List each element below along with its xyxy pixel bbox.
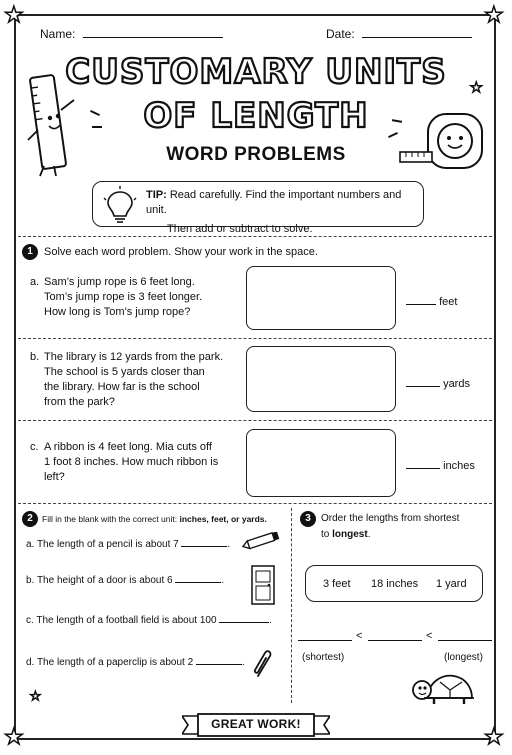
tip-line-1: Read carefully. Find the important numbers and unit. [146, 189, 402, 216]
answer-c[interactable]: inches [406, 459, 475, 474]
fill-blank-b[interactable] [175, 582, 221, 583]
answer-a[interactable]: feet [406, 295, 457, 310]
date-label: Date: [326, 27, 355, 41]
star-icon: ★ [30, 689, 41, 703]
title-line-1: CUSTOMARY UNITS [65, 52, 447, 92]
section-1-instruction: Solve each word problem. Show your work in the space. [44, 246, 318, 258]
problem-a: a. Sam’s jump rope is 6 feet long. Tom’s jump rope is 3 feet longer. How long is Tom’s jump rope? [30, 276, 203, 318]
subtitle: WORD PROBLEMS [166, 144, 346, 165]
pencil-icon [238, 532, 282, 550]
section-1-number: 1 [22, 244, 38, 260]
star-icon: ★ [4, 724, 24, 749]
section-3-instruction: Order the lengths from shortest to longest. [321, 513, 460, 540]
column-divider [291, 508, 292, 703]
order-blank-2[interactable] [368, 640, 422, 641]
sparkle-icon [92, 126, 102, 128]
divider [18, 236, 492, 237]
tape-measure-icon [398, 108, 484, 178]
turtle-icon [408, 668, 478, 708]
fill-blank-a[interactable] [181, 546, 227, 547]
order-blank-3[interactable] [438, 640, 492, 641]
answer-b[interactable]: yards [406, 377, 470, 392]
ruler-character-icon [22, 70, 82, 180]
title-line-2: OF LENGTH [143, 96, 369, 136]
paperclip-icon [250, 648, 276, 680]
door-icon [250, 564, 276, 606]
tip-label: TIP: [146, 189, 167, 201]
star-icon: ★ [484, 724, 504, 749]
section-2-instruction: Fill in the blank with the correct unit: inches, feet, or yards. [42, 514, 267, 524]
length-option-1: 3 feet [323, 578, 351, 590]
tip-text [146, 188, 421, 237]
fill-item-a: a. The length of a pencil is about 7 . [26, 539, 231, 550]
less-than-sign-1: < [356, 630, 363, 642]
tip-line-2: Then add or subtract to solve. [167, 223, 313, 235]
fill-item-c: c. The length of a football field is about 100 . [26, 615, 273, 626]
less-than-sign-2: < [426, 630, 433, 642]
name-label: Name: [40, 27, 76, 41]
work-box-a[interactable] [246, 266, 396, 330]
divider [18, 420, 492, 421]
great-work-banner [182, 713, 330, 737]
problem-c: c. A ribbon is 4 feet long. Mia cuts off 1 foot 8 inches. How much ribbon is left? [30, 441, 219, 483]
lightbulb-icon [102, 186, 138, 224]
star-icon: ★ [470, 79, 483, 95]
fill-item-d: d. The length of a paperclip is about 2 . [26, 657, 245, 668]
date-blank[interactable] [362, 37, 472, 38]
name-field[interactable] [40, 27, 223, 41]
star-icon: ★ [484, 2, 504, 27]
fill-item-b: b. The height of a door is about 6 . [26, 575, 225, 586]
work-box-b[interactable] [246, 346, 396, 412]
work-box-c[interactable] [246, 429, 396, 497]
divider [18, 338, 492, 339]
section-2-number: 2 [22, 511, 38, 527]
longest-label: (longest) [444, 652, 483, 663]
name-blank[interactable] [83, 37, 223, 38]
problem-b: b. The library is 12 yards from the park. The school is 5 yards closer than the library. How far is the school from the park? [30, 351, 224, 408]
fill-blank-d[interactable] [196, 664, 242, 665]
shortest-label: (shortest) [302, 652, 345, 663]
banner-text: GREAT WORK! [211, 717, 301, 731]
answer-blank-b[interactable] [406, 386, 440, 387]
length-option-3: 1 yard [436, 578, 467, 590]
divider [18, 503, 492, 504]
length-option-2: 18 inches [371, 578, 419, 590]
fill-blank-c[interactable] [219, 622, 269, 623]
answer-blank-a[interactable] [406, 304, 436, 305]
section-3-number: 3 [300, 511, 316, 527]
star-icon: ★ [4, 2, 24, 27]
date-field[interactable] [326, 27, 472, 41]
order-blank-1[interactable] [298, 640, 352, 641]
answer-blank-c[interactable] [406, 468, 440, 469]
